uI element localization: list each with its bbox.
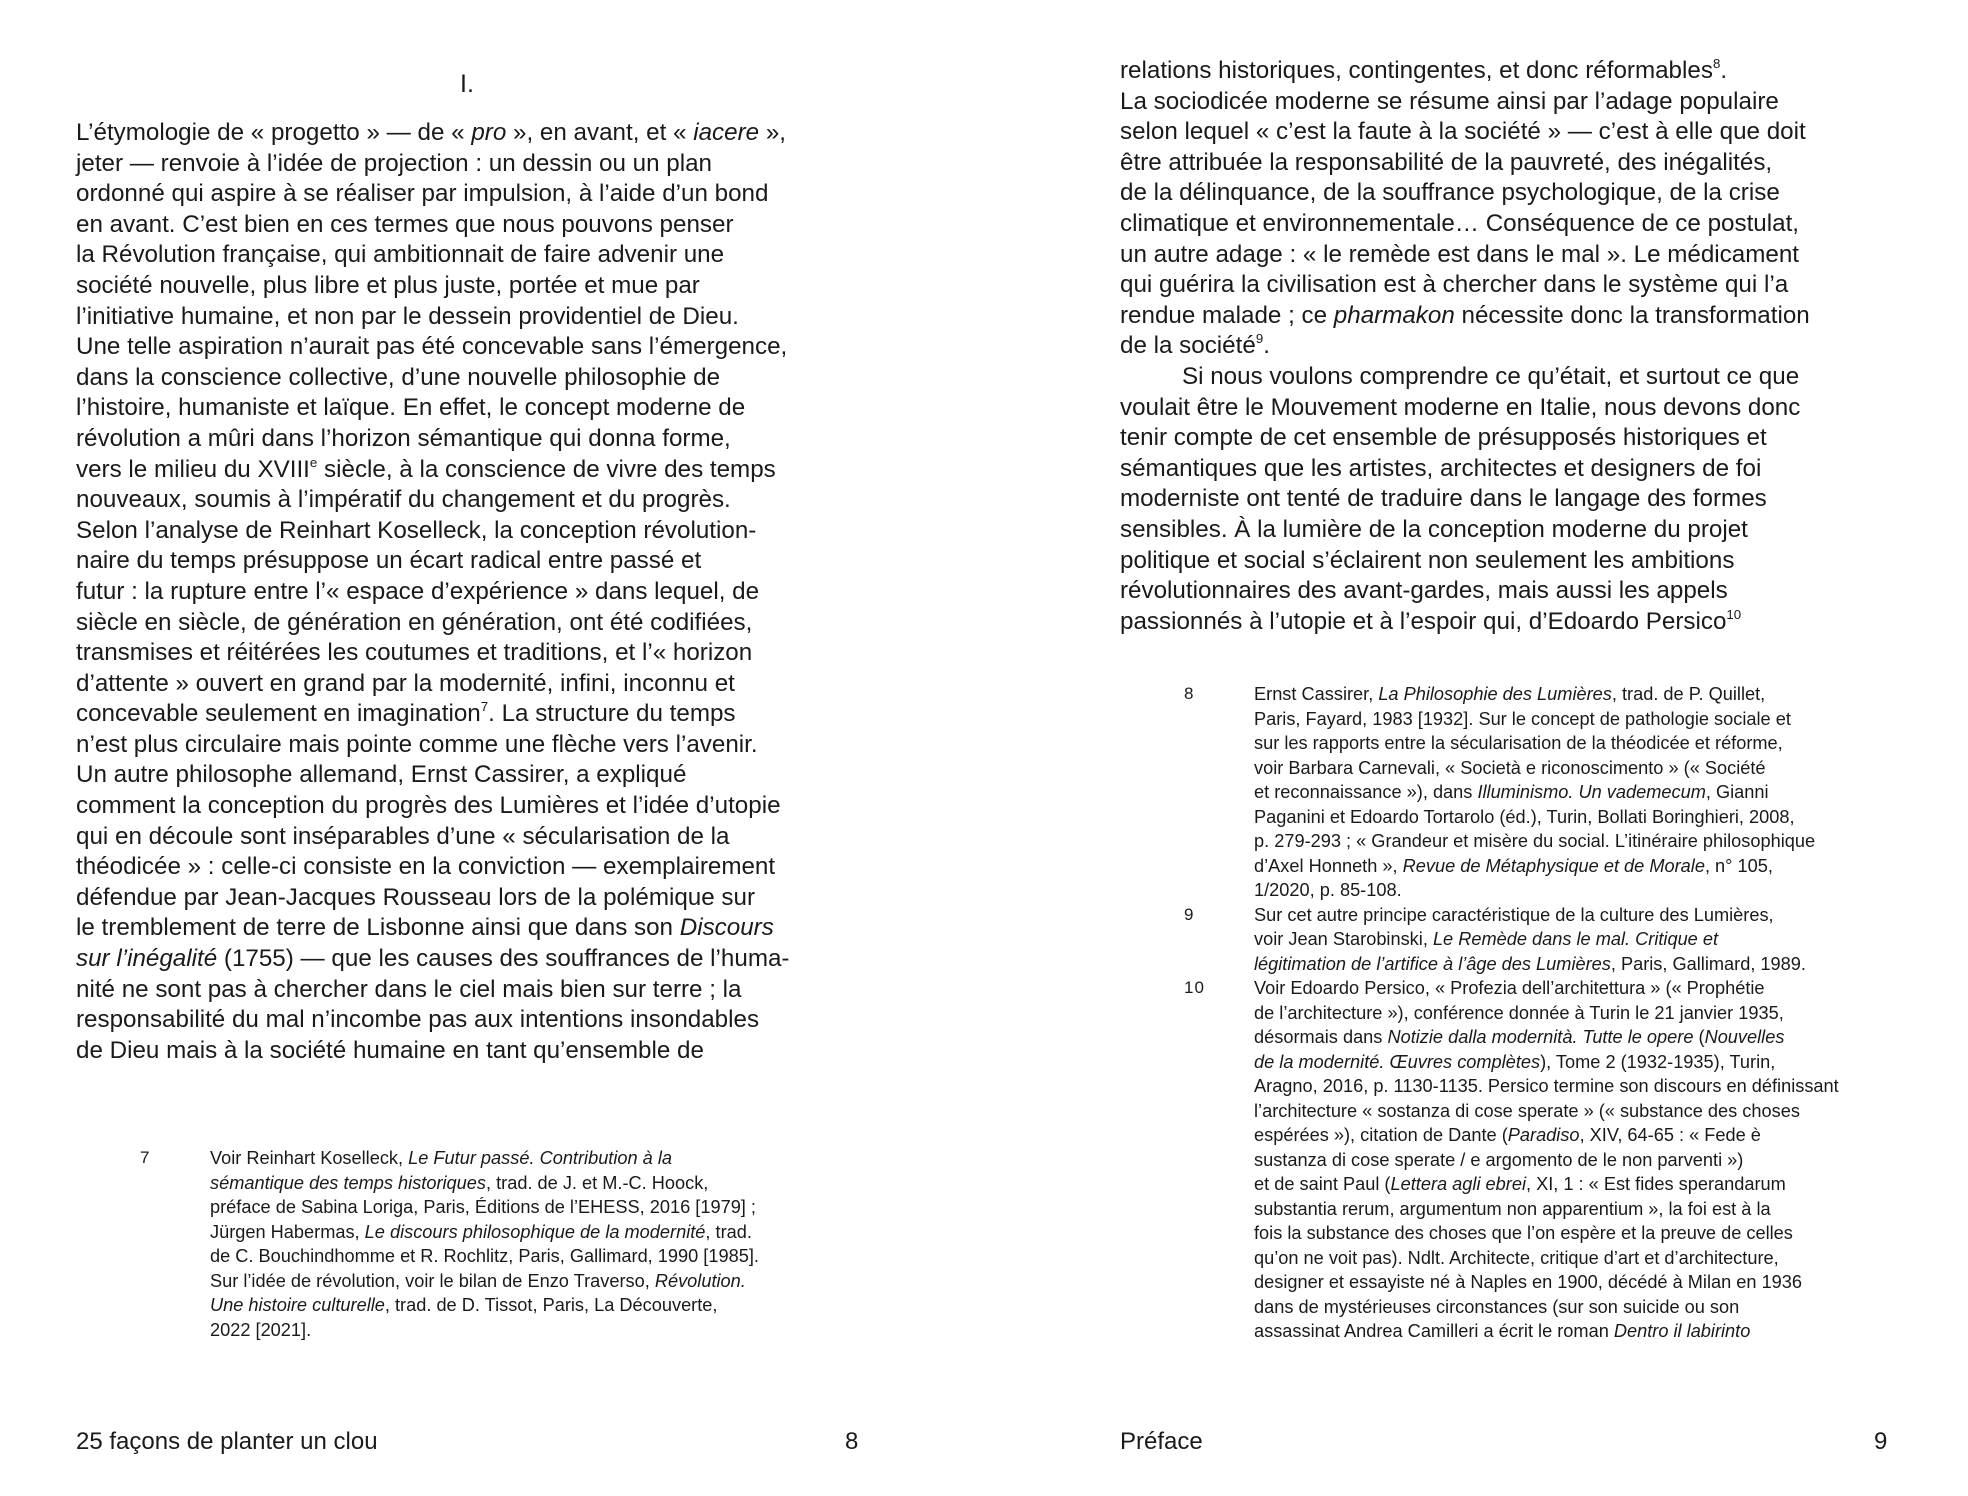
- running-title: 25 façons de planter un clou: [76, 1428, 378, 1455]
- text-line: sur l’inégalité (1755) — que les causes des souffrances de l’huma-: [76, 945, 790, 973]
- text-line: nouveaux, soumis à l’impératif du changement et du progrès.: [76, 486, 731, 514]
- footnote-line: Ernst Cassirer, La Philosophie des Lumières, trad. de P. Quillet,: [1254, 684, 1766, 704]
- text-line: siècle en siècle, de génération en génération, ont été codifiées,: [76, 608, 753, 636]
- text-line: tenir compte de cet ensemble de présupposés historiques et: [1120, 424, 1767, 452]
- footnote-line: et de saint Paul (Lettera agli ebrei, XI, 1 : « Est fides sperandarum: [1254, 1174, 1786, 1194]
- text-line: sémantiques que les artistes, architectes et designers de foi: [1120, 454, 1762, 482]
- text-line: selon lequel « c’est la faute à la société » — c’est à elle que doit: [1120, 118, 1806, 146]
- text-line: rendue malade ; ce pharmakon nécessite donc la transformation: [1120, 301, 1810, 329]
- text-line: nité ne sont pas à chercher dans le ciel mais bien sur terre ; la: [76, 975, 742, 1003]
- text-line: dans la conscience collective, d’une nouvelle philosophie de: [76, 363, 721, 391]
- footnote-line: dans de mystérieuses circonstances (sur son suicide ou son: [1254, 1296, 1740, 1317]
- text-line: de la société$^9$.: [1120, 331, 1270, 360]
- text-line: Un autre philosophe allemand, Ernst Cassirer, a expliqué: [76, 761, 687, 789]
- footnote: 7 Voir Reinhart Koselleck, Le Futur passé. Contribution à la sémantique des temps historiques, trad. de J. et M.-C. Hoock, préface de Sabina Loriga, Paris, Éditions de l’EHESS, 2016 [1979] ; Jürgen Habermas, Le discours philosophique de la modernité, trad. de C. Bouchindhomme et R. Rochlitz, Paris, Gallimard, 1990 [1985]. Sur l’idée de révolution, voir le bilan de Enzo Traverso, Révolution. Une histoire culturelle, trad. de D. Tissot, Paris, La Découverte, 2022 [2021].: [140, 1148, 759, 1340]
- text-line: comment la conception du progrès des Lumières et l’idée d’utopie: [76, 792, 781, 820]
- section-number: I.: [460, 70, 474, 98]
- text-line: politique et social s’éclairent non seulement les ambitions: [1120, 546, 1735, 574]
- footnote-ref: 10: [1726, 606, 1742, 622]
- text-line: le tremblement de terre de Lisbonne ainsi que dans son Discours: [76, 914, 774, 942]
- text-line: climatique et environnementale… Conséquence de ce postulat,: [1120, 209, 1800, 237]
- footnote: [1184, 976, 1914, 1344]
- text-line: Selon l’analyse de Reinhart Koselleck, la conception révolution-: [76, 516, 757, 544]
- footnote-line: désormais dans Notizie dalla modernità. Tutte le opere (Nouvelles: [1254, 1027, 1785, 1047]
- footnote-ref: 9: [1255, 331, 1264, 347]
- text-line: révolutionnaires des avant-gardes, mais aussi les appels: [1120, 577, 1728, 605]
- footnote-line: designer et essayiste né à Naples en 1900, décédé à Milan en 1936: [1254, 1272, 1803, 1292]
- text-line: concevable seulement en imagination$^7$. La structure du temps: [76, 699, 736, 728]
- text-line: vers le milieu du XVIIIe siècle, à la conscience de vivre des temps: [76, 454, 776, 483]
- left-footnotes: [140, 1146, 840, 1342]
- footnote-line: et reconnaissance »), dans Illuminismo. Un vademecum, Gianni: [1254, 782, 1769, 802]
- footnote-line: p. 279-293 ; « Grandeur et misère du social. L’itinéraire philosophique: [1254, 831, 1816, 851]
- text-line: théodicée » : celle-ci consiste en la conviction — exemplairement: [76, 853, 776, 881]
- text-line: jeter — renvoie à l’idée de projection : un dessin ou un plan: [76, 149, 712, 177]
- footnote-line: assassinat Andrea Camilleri a écrit le roman Dentro il labirinto: [1254, 1321, 1751, 1341]
- text-line: qui guérira la civilisation est à chercher dans le système qui l’a: [1120, 271, 1789, 299]
- text-line: en avant. C’est bien en ces termes que nous pouvons penser: [76, 210, 734, 238]
- text-line: ordonné qui aspire à se réaliser par impulsion, à l’aide d’un bond: [76, 180, 769, 208]
- text-line: révolution a mûri dans l’horizon sémantique qui donna forme,: [76, 424, 731, 452]
- text-line: l’initiative humaine, et non par le dessein providentiel de Dieu.: [76, 302, 739, 330]
- right-page: [984, 0, 1968, 1496]
- text-line: voulait être le Mouvement moderne en Italie, nous devons donc: [1120, 393, 1801, 421]
- text-line: Une telle aspiration n’aurait pas été concevable sans l’émergence,: [76, 333, 788, 361]
- footnote-line: d’Axel Honneth », Revue de Métaphysique et de Morale, n° 105,: [1254, 855, 1773, 876]
- text-line: qui en découle sont inséparables d’une « sécularisation de la: [76, 822, 730, 850]
- text-line: passionnés à l’utopie et à l’espoir qui, d’Edoardo Persico$^{10}$: [1120, 606, 1742, 635]
- footnote-line: qu’on ne voit pas). Ndlt. Architecte, critique d’art et d’architecture,: [1254, 1247, 1779, 1268]
- text-line: de la délinquance, de la souffrance psychologique, de la crise: [1120, 179, 1780, 207]
- footnote-line: substantia rerum, argumentum non apparentium », la foi est à la: [1254, 1198, 1771, 1219]
- text-line: La sociodicée moderne se résume ainsi par l’adage populaire: [1120, 87, 1779, 115]
- text-line: futur : la rupture entre l’« espace d’expérience » dans lequel, de: [76, 577, 760, 605]
- footnote: [1184, 682, 1914, 903]
- page-number: 8: [845, 1428, 859, 1455]
- text-line: d’attente » ouvert en grand par la modernité, infini, inconnu et: [76, 669, 735, 697]
- text-line: relations historiques, contingentes, et donc réformables$^8$.: [1120, 56, 1728, 84]
- footnote-line: espérées »), citation de Dante (Paradiso, XIV, 64-65 : « Fede è: [1254, 1125, 1761, 1145]
- footnote-line: Voir Edoardo Persico, « Profezia dell’architettura » (« Prophétie: [1254, 978, 1765, 998]
- footnote-line: voir Jean Starobinski, Le Remède dans le mal. Critique et: [1254, 929, 1719, 949]
- right-footnotes: [1184, 682, 1914, 1344]
- text-line: sensibles. À la lumière de la conception moderne du projet: [1120, 515, 1748, 543]
- text-line: n’est plus circulaire mais pointe comme une flèche vers l’avenir.: [76, 730, 758, 758]
- footnote-ref: 8: [1712, 56, 1721, 72]
- left-body-text: [76, 118, 856, 1066]
- footnote-line: Paganini et Edoardo Tortarolo (éd.), Turin, Bollati Boringhieri, 2008,: [1254, 806, 1795, 827]
- text-line: la Révolution française, qui ambitionnait de faire advenir une: [76, 241, 725, 269]
- footnote-line: Paris, Fayard, 1983 [1932]. Sur le concept de pathologie sociale et: [1254, 708, 1791, 729]
- footnote-line: sustanza di cose sperate / e argomento de le non parventi »): [1254, 1149, 1744, 1170]
- text-line: défendue par Jean-Jacques Rousseau lors de la polémique sur: [76, 883, 756, 911]
- text-line: de Dieu mais à la société humaine en tant qu’ensemble de: [76, 1036, 704, 1064]
- text-line: moderniste ont tenté de traduire dans le langage des formes: [1120, 485, 1767, 513]
- text-line: société nouvelle, plus libre et plus juste, portée et mue par: [76, 271, 700, 299]
- footnote-line: Sur cet autre principe caractéristique de la culture des Lumières,: [1254, 904, 1774, 925]
- footnote-ref: 7: [480, 699, 489, 715]
- right-body-text: [1120, 56, 1900, 637]
- text-line: transmises et réitérées les coutumes et traditions, et l’« horizon: [76, 639, 753, 667]
- text-line: être attribuée la responsabilité de la pauvreté, des inégalités,: [1120, 148, 1773, 176]
- text-line: Si nous voulons comprendre ce qu’était, et surtout ce que: [1182, 362, 1800, 390]
- footnote-line: voir Barbara Carnevali, « Società e riconoscimento » (« Société: [1254, 757, 1766, 778]
- running-title: Préface: [1120, 1428, 1203, 1455]
- footnote-number: 9: [1184, 904, 1195, 924]
- footnote-line: de la modernité. Œuvres complètes), Tome 2 (1932-1935), Turin,: [1254, 1051, 1776, 1072]
- footnote: [1184, 903, 1914, 977]
- footnote-number: 7: [140, 1148, 151, 1167]
- footnote-line: l’architecture « sostanza di cose sperate » (« substance des choses: [1254, 1100, 1800, 1121]
- page-number: 9: [1874, 1428, 1888, 1455]
- footnote-line: sur les rapports entre la sécularisation de la théodicée et réforme,: [1254, 733, 1783, 753]
- footnote-line: Aragno, 2016, p. 1130-1135. Persico termine son discours en définissant: [1254, 1076, 1839, 1096]
- text-line: l’histoire, humaniste et laïque. En effet, le concept moderne de: [76, 394, 746, 422]
- text-line: responsabilité du mal n’incombe pas aux intentions insondables: [76, 1006, 760, 1034]
- text-line: L’étymologie de « progetto » — de « pro », en avant, et « iacere »,: [76, 119, 787, 146]
- footnote-line: légitimation de l’artifice à l’âge des Lumières, Paris, Gallimard, 1989.: [1254, 953, 1806, 974]
- footnote-number: 10: [1184, 978, 1205, 997]
- text-line: naire du temps présuppose un écart radical entre passé et: [76, 547, 702, 575]
- footnote-line: fois la substance des choses que l’on espère et la preuve de celles: [1254, 1223, 1793, 1243]
- footnote-line: de l’architecture »), conférence donnée à Turin le 21 janvier 1935,: [1254, 1002, 1784, 1023]
- text-line: un autre adage : « le remède est dans le mal ». Le médicament: [1120, 240, 1799, 268]
- footnote-number: 8: [1184, 684, 1195, 703]
- footnote-line: 1/2020, p. 85-108.: [1254, 880, 1402, 900]
